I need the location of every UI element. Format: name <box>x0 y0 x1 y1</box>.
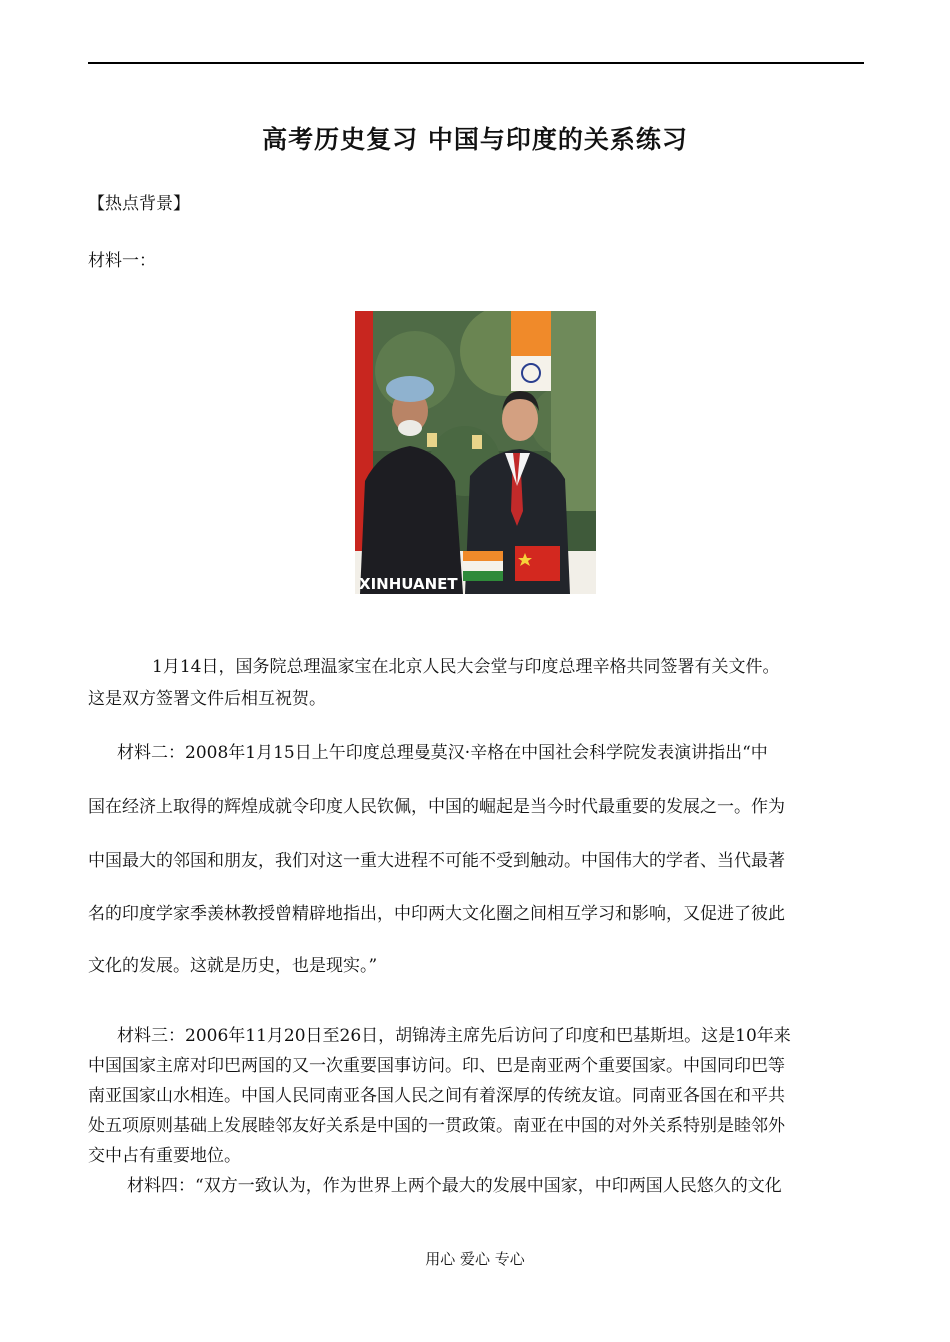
page-title: 高考历史复习 中国与印度的关系练习 <box>262 125 688 154</box>
material2-line-2: 国在经济上取得的辉煌成就令印度人民钦佩，中国的崛起是当今时代最重要的发展之一。作为 <box>88 797 785 817</box>
header-rule <box>88 62 864 64</box>
material4-line-1: 材料四：“双方一致认为，作为世界上两个最大的发展中国家，中印两国人民悠久的文化 <box>127 1176 782 1196</box>
caption-line-2: 这是双方签署文件后相互祝贺。 <box>88 689 326 709</box>
material3-line-2: 中国国家主席对印巴两国的又一次重要国事访问。印、巴是南亚两个重要国家。中国同印巴等 <box>88 1056 785 1076</box>
material2-line-1: 材料二：2008年1月15日上午印度总理曼莫汉·辛格在中国社会科学院发表演讲指出“中 <box>117 743 768 763</box>
leaders-toast-photo <box>355 311 596 594</box>
section-label: 【热点背景】 <box>88 194 190 214</box>
material1-label: 材料一： <box>88 251 156 271</box>
material2-line-3: 中国最大的邻国和朋友，我们对这一重大进程不可能不受到触动。中国伟大的学者、当代最著 <box>88 851 785 871</box>
material2-line-4: 名的印度学家季羡林教授曾精辟地指出，中印两大文化圈之间相互学习和影响，又促进了彼此 <box>88 904 785 924</box>
caption-line-1: 1月14日，国务院总理温家宝在北京人民大会堂与印度总理辛格共同签署有关文件。 <box>152 657 780 677</box>
material3-line-3: 南亚国家山水相连。中国人民同南亚各国人民之间有着深厚的传统友谊。同南亚各国在和平共 <box>88 1086 785 1106</box>
page-footer: 用心 爱心 专心 <box>425 1250 525 1268</box>
material3-line-1: 材料三：2006年11月20日至26日，胡锦涛主席先后访问了印度和巴基斯坦。这是10年来 <box>117 1026 791 1046</box>
material3-line-5: 交中占有重要地位。 <box>88 1146 241 1166</box>
material3-line-4: 处五项原则基础上发展睦邻友好关系是中国的一贯政策。南亚在中国的对外关系特别是睦邻外 <box>88 1116 785 1136</box>
material2-line-5: 文化的发展。这就是历史，也是现实。” <box>88 956 378 976</box>
photo-watermark: XINHUANET <box>359 575 458 593</box>
